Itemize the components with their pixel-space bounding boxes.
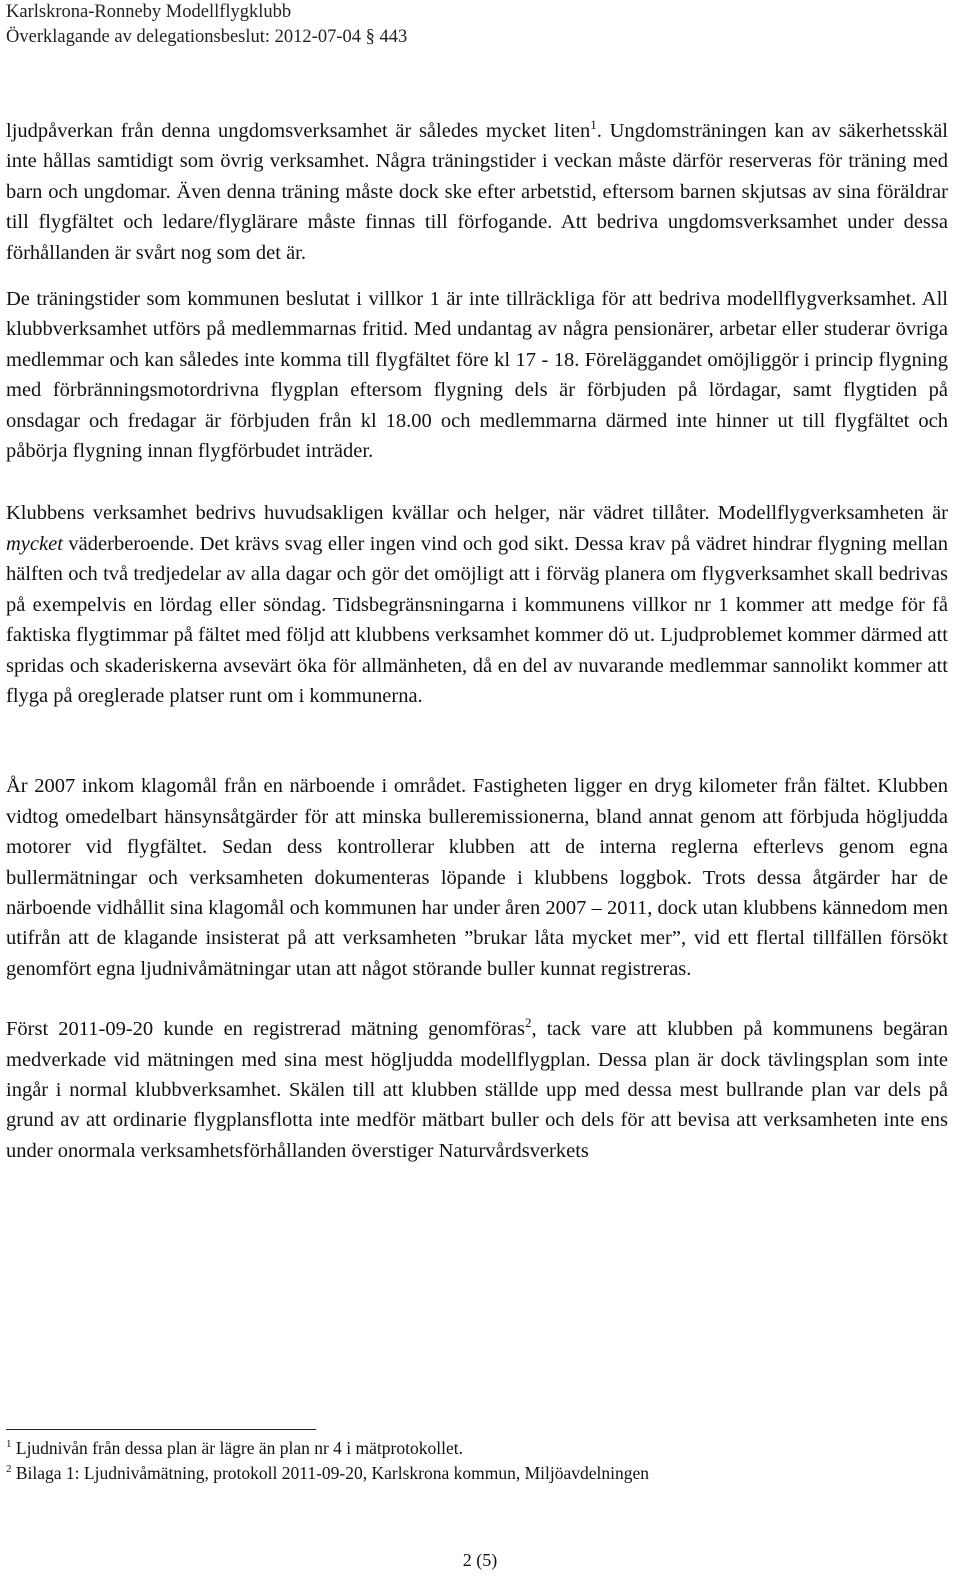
page-number: 2 (5) (462, 1550, 498, 1570)
paragraph-5 (6, 1014, 948, 1166)
page-header (6, 0, 407, 50)
paragraph-5-text-b: , tack vare att klubben på kommunens begäran medverkade vid mätningen med sina mest högljudda modellflygplan. Dessa plan är dock tävlingsplan som inte ingår i normal klubbverksamhet. Skälen till att klubben ställde upp med dessa mest bullrande plan var dels på grund av att ordinarie flygplansflotta inte medför mätbart buller och dels för att bevisa att verksamheten inte ens under onormala verksamhetsförhållanden överstiger Naturvårdsverkets (6, 1018, 948, 1162)
body-text (6, 116, 948, 1166)
paragraph-3-text-b: väderberoende. Det krävs svag eller ingen vind och god sikt. Dessa krav på vädret hindrar flygning mellan hälften och två tredjedelar av alla dagar och gör det omöjligt att i förväg planera om flygverksamhet skall bedrivas på exempelvis en lördag eller söndag. Tidsbegränsningarna i kommunens villkor nr 1 kommer att medge för få faktiska flygtimmar på fältet med följd att klubbens verksamhet kommer dö ut. Ljudproblemet kommer därmed att spridas och skaderiskerna avsevärt öka för allmänheten, då en del av nuvarande medlemmar sannolikt kommer att flyga på oreglerade platser runt om i kommunerna. (6, 532, 948, 707)
footnotes (6, 1436, 946, 1486)
paragraph-4: År 2007 inkom klagomål från en närboende i området. Fastigheten ligger en dryg kilometer från fältet. Klubben vidtog omedelbart hänsynsåtgärder för att minska bulleremissionerna, bland annat genom att förbjuda högljudda motorer vid flygfältet. Sedan dess kontrollerar klubben att de interna reglerna efterlevs genom egna bullermätningar och verksamheten dokumenteras löpande i klubbens loggbok. Trots dessa åtgärder har de närboende vidhållit sina klagomål och kommunen har under åren 2007 – 2011, dock utan klubbens kännedom men utifrån att de klagande insisterat på att verksamheten ”brukar låta mycket mer”, vid ett flertal tillfällen försökt genomfört egna ljudnivåmätningar utan att något störande buller kunnat registreras. (6, 775, 948, 980)
footnote-2-mark: 2 (6, 1463, 12, 1476)
paragraph-1 (6, 116, 948, 268)
footnote-ref-1: 1 (590, 117, 597, 133)
paragraph-3-emphasis: mycket (6, 532, 63, 555)
footnote-1-text: Ljudnivån från dessa plan är lägre än plan nr 4 i mätprotokollet. (11, 1438, 463, 1458)
paragraph-1-text-a: ljudpåverkan från denna ungdomsverksamhet är således mycket liten (6, 120, 591, 142)
paragraph-3-text-a: Klubbens verksamhet bedrivs huvudsakligen kvällar och helger, när vädret tillåter. Modellflygverksamheten är (6, 502, 948, 525)
header-subject: Överklagande av delegationsbeslut: 2012-07-04 § 443 (6, 27, 408, 47)
footnote-1 (6, 1436, 946, 1461)
header-organization: Karlskrona-Ronneby Modellflygklubb (6, 2, 292, 22)
footnote-divider (6, 1429, 316, 1430)
footnote-2 (6, 1461, 946, 1486)
paragraph-5-text-a: Först 2011-09-20 kunde en registrerad mätning genomföras (6, 1018, 525, 1041)
paragraph-3 (6, 498, 948, 711)
footnote-ref-2: 2 (524, 1015, 532, 1031)
footnote-1-mark: 1 (6, 1438, 12, 1451)
paragraph-1-text-b: . Ungdomsträningen kan av säkerhetsskäl inte hållas samtidigt som övrig verksamhet. Några träningstider i veckan måste därför reserveras för träning med barn och ungdomar. Även denna träning måste dock ske efter arbetstid, eftersom barnen skjutsas av sina föräldrar till flygfältet och ledare/flyglärare måste finnas till förfogande. Att bedriva ungdomsverksamhet under dessa förhållanden är svårt nog som det är. (6, 120, 949, 264)
paragraph-2: De träningstider som kommunen beslutat i villkor 1 är inte tillräckliga för att bedriva modellflygverksamhet. All klubbverksamhet utförs på medlemmarnas fritid. Med undantag av några pensionärer, arbetar eller studerar övriga medlemmar och kan således inte komma till flygfältet före kl 17 - 18. Föreläggandet omöjliggör i princip flygning med förbränningsmotordrivna flygplan eftersom flygning dels är förbjuden på lördagar, samt flygtiden på onsdagar och fredagar är förbjuden från kl 18.00 och medlemmarna därmed inte hinner ut till flygfältet och påbörja flygning innan flygförbudet inträder. (6, 288, 948, 463)
footnote-2-text: Bilaga 1: Ljudnivåmätning, protokoll 2011-09-20, Karlskrona kommun, Miljöavdelningen (11, 1463, 650, 1483)
